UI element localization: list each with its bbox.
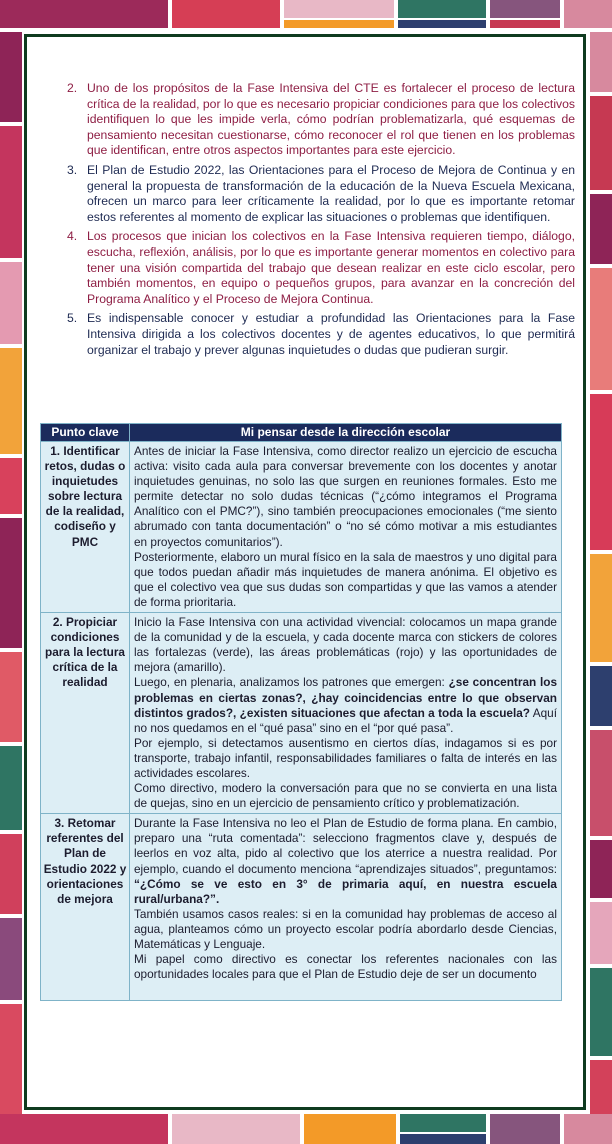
- paragraph: [134, 816, 557, 907]
- col-header-thinking: Mi pensar desde la dirección escolar: [130, 424, 562, 442]
- list-text: El Plan de Estudio 2022, las Orientaciones para el Proceso de Mejora de Continua y en general la propuesta de transformación de la educación de la Nueva Escuela Mexicana, ofrecen un marco para leer críticamente la realidad, por lo que es importante retomar estos referentes al momento de explicar las situaciones o problemas que identifiquen.: [87, 162, 575, 224]
- list-number: 5.: [67, 311, 78, 326]
- list-text: Es indispensable conocer y estudiar a profundidad las Orientaciones para la Fase Intensiva dirigida a los colectivos docentes y de agentes educativos, lo que permitirá organizar el trabajo y prever algunas inquietudes o dudas que pudieran surgir.: [87, 311, 575, 357]
- key-point-cell: 1. Identificar retos, dudas o inquietudes sobre lectura de la realidad, codiseño y PMC: [41, 442, 130, 613]
- list-text: Los procesos que inician los colectivos en la Fase Intensiva requieren tiempo, diálogo, escucha, reflexión, análisis, por lo que es importante generar momentos en colectivo para tener una visión compartida del trabajo que desean realizar en este ciclo escolar, pero también momentos, en equipo o pequeños grupos, para avanzar en la concreción del Programa Analítico y el Proceso de Mejora Continua.: [87, 229, 575, 306]
- list-item: [55, 81, 575, 159]
- list-item: [55, 229, 575, 307]
- paragraph: Posteriormente, elaboro un mural físico en la sala de maestros y uno digital para que todos puedan añadir más inquietudes de manera anónima. El objetivo es que el colectivo vea que sus dudas son compartidas y que las vamos a atender de forma prioritaria.: [134, 549, 557, 609]
- text-span: Luego, en plenaria, analizamos los patrones que emergen:: [134, 675, 449, 690]
- paragraph: Mi papel como directivo es conectar los referentes nacionales con las oportunidades locales para que el Plan de Estudio deje de ser un documento: [134, 952, 557, 982]
- paragraph: Antes de iniciar la Fase Intensiva, como director realizo un ejercicio de escucha activa: visito cada aula para conversar brevemente con los docentes y anotar inquietudes genuinas, no solo las que surgen en reuniones formales. Esto me permite detectar no solo dudas técnicas (“¿cómo integramos el Programa Analítico con el PMC?”), sino también preocupaciones emocionales (“me siento abrumado con tanta documentación” o “no sé cómo motivar a mis estudiantes en proyectos comunitarios”).: [134, 444, 557, 549]
- table-header-row: [41, 424, 562, 442]
- paragraph: Por ejemplo, si detectamos ausentismo en ciertos días, indagamos si es por transporte, trabajo infantil, responsabilidades familiares o falta de interés en las actividades escolares.: [134, 735, 557, 780]
- list-item: [55, 163, 575, 225]
- text-span: Durante la Fase Intensiva no leo el Plan de Estudio de forma plana. En cambio, preparo una “ruta comentada”: selecciono fragmentos clave y, después de leerlos en voz alta, pido al colectivo que los aterrice a nuestra realidad. Por ejemplo, cuando el documento menciona “aprendizajes situados”, preguntamos:: [134, 816, 557, 876]
- key-points-table: [40, 423, 562, 1001]
- thinking-cell: [130, 613, 562, 814]
- bold-questions: ¿se concentran los problemas en ciertas zonas?, ¿hay coincidencias entre lo que observan distintos grados?, ¿existen situaciones que afectan a toda la escuela?: [134, 675, 558, 720]
- paragraph: Inicio la Fase Intensiva con una actividad vivencial: colocamos un mapa grande de la comunidad y de la escuela, y cada docente marca con stickers de colores las fortalezas (verde), las áreas problemáticas (rojo) y las oportunidades de mejora (amarillo).: [134, 615, 557, 675]
- key-point-cell: 3. Retomar referentes del Plan de Estudio 2022 y orientaciones de mejora: [41, 814, 130, 1001]
- list-number: 2.: [67, 81, 78, 95]
- table-row: [41, 613, 562, 814]
- thinking-cell: [130, 442, 562, 613]
- paragraph: Como directivo, modero la conversación para que no se convierta en una lista de quejas, sino en un ejercicio de pensamiento crítico y problematización.: [134, 781, 557, 811]
- table-row: [41, 814, 562, 1001]
- list-text: Uno de los propósitos de la Fase Intensiva del CTE es fortalecer el proceso de lectura crítica de la realidad, por lo que es necesario propiciar condiciones para que los colectivos identifiquen lo que les impide verla, cómo podrían problematizarla, qué esquemas de pensamiento necesitan cuestionarse, cómo reconocer el rol que tienen en los problemas que identifican, entre otros aspectos importantes para este ejercicio.: [87, 81, 575, 158]
- paragraph: También usamos casos reales: si en la comunidad hay problemas de acceso al agua, planteamos cómo un proyecto escolar podría abordarlo desde Ciencias, Matemáticas y Lenguaje.: [134, 906, 557, 951]
- key-point-cell: 2. Propiciar condiciones para la lectura crítica de la realidad: [41, 613, 130, 814]
- table-row: [41, 442, 562, 613]
- list-number: 4.: [67, 229, 78, 244]
- list-number: 3.: [67, 162, 78, 177]
- text-span: Aquí no nos quedamos en el “qué pasa” sino en el “por qué pasa”.: [134, 705, 557, 735]
- paragraph: [134, 675, 557, 735]
- list-item: [55, 311, 575, 358]
- bold-question: “¿Cómo se ve esto en 3° de primaria aquí, en nuestra escuela rural/urbana?”.: [134, 876, 557, 906]
- thinking-cell: [130, 814, 562, 1001]
- col-header-key: Punto clave: [41, 424, 130, 442]
- numbered-list: [55, 81, 575, 362]
